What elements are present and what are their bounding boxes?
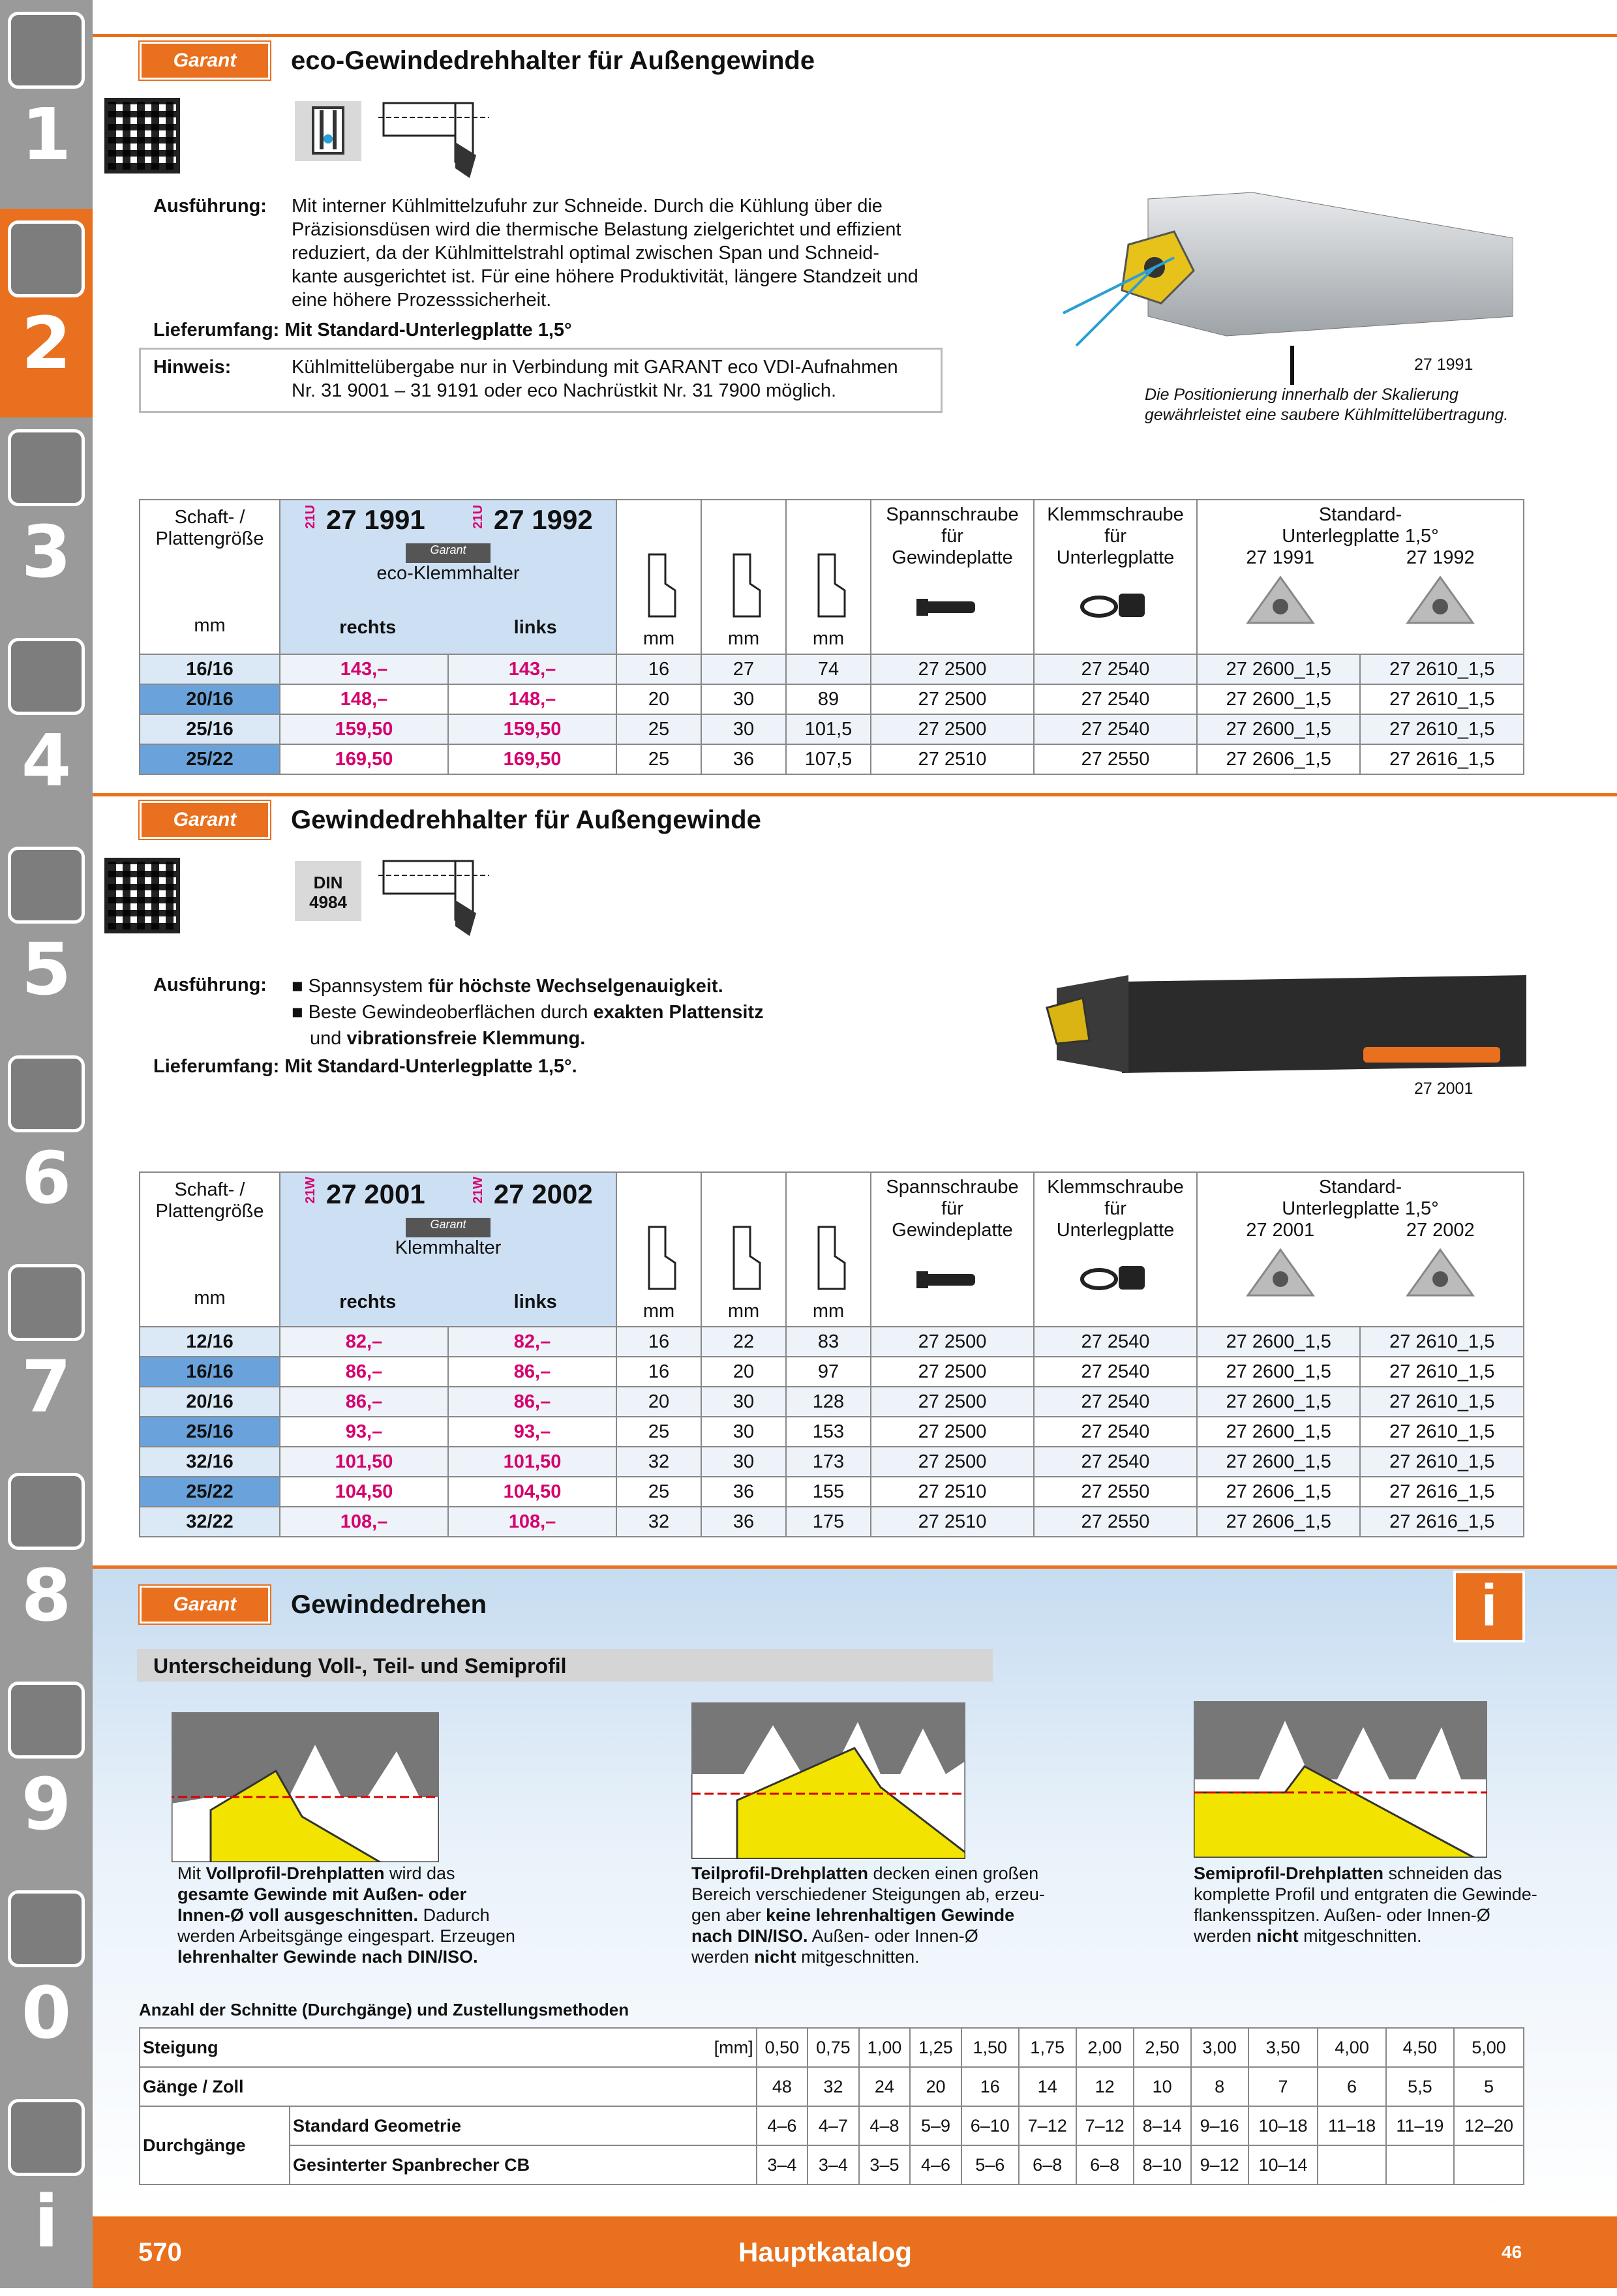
table-cell: 16/16 [140,654,280,684]
table-cell: 27 2540 [1034,1417,1197,1447]
table-cell: 32 [616,1447,701,1477]
table-cell: 4–6 [910,2145,961,2184]
teilprofil-diagram [691,1702,965,1859]
table-cell: 169,50 [280,744,448,774]
table-cell: 97 [786,1357,871,1387]
table-cell: 16 [616,1327,701,1357]
table-cell: 6 [1318,2067,1385,2106]
table-cell: 27 2500 [871,1447,1034,1477]
chapter-number: 4 [21,719,72,802]
clamp-screw-icon [1080,588,1151,621]
table-cell: 32/22 [140,1507,280,1537]
section-divider [93,34,1617,37]
table-cell: 9–16 [1191,2106,1248,2145]
table-cell: 3,50 [1248,2028,1318,2067]
table-row [140,1507,1524,1537]
section3-title: Gewindedrehen [291,1590,487,1619]
section3-subtitle: Unterscheidung Voll-, Teil- und Semiprofil [137,1649,993,1682]
chapter-number: 6 [21,1136,72,1220]
table-cell: 20/16 [140,1387,280,1417]
table-cell: 27 2600_1,5 [1197,1387,1360,1417]
product-table-2: Schaft- / Plattengröße mm 21W 27 2001 21W 27 2002 Garant Klemmhalter rechts links mm mm mm Spannschraube für Gewindeplatte Klemmschraube für Unterlegplatte Standard- Unterlegplatte 1,5° 27 2001 27 2002 12/16 82,– 82,– 16 22 83 27 2500 27 2540 27 2600_1,5 27 2610_1,5 16/16 86,– 86,– 16 20 97 27 2500 27 2540 27 2600_1,5 27 2610_1,5 20/16 86,– 86,– 20 30 128 27 2500 27 2540 27 2600_1,5 27 2610_1,5 25/16 93,– 93,– 25 30 153 27 2500 27 2540 27 2600_1,5 27 2610_1,5 32/16 101,50 101,50 32 30 173 27 2500 27 2540 27 2600_1,5 27 2610_1,5 25/22 104,50 104,50 25 36 155 27 2510 27 2550 27 2606_1,5 27 2616_1,5 32/22 108,– 108,– 32 36 175 27 2510 27 2550 27 2606_1,5 27 2616_1,5 [139,1171,1524,1537]
hinweis-label: Hinweis: [153,357,232,378]
table-cell: 27 2600_1,5 [1197,714,1360,744]
table-row [140,714,1524,744]
lieferumfang: Lieferumfang: Mit Standard-Unterlegplatte 1,5°. [153,1056,577,1077]
table-cell: 7–12 [1019,2106,1076,2145]
table-cell: 10–14 [1248,2145,1318,2184]
insert-icon [8,220,85,297]
table-cell: 27 2610_1,5 [1360,1387,1524,1417]
table-cell: 27 2610_1,5 [1360,654,1524,684]
table-cell: 101,50 [280,1447,448,1477]
chapter-tab-0[interactable] [0,1879,93,2087]
table-cell: 25 [616,1417,701,1447]
qr-code [104,858,180,933]
chapter-number: 8 [21,1554,72,1637]
table-cell: 25/22 [140,1477,280,1507]
table-cell: 27 2500 [871,1357,1034,1387]
table-cell: 27 2616_1,5 [1360,1507,1524,1537]
table-cell: 3,00 [1191,2028,1248,2067]
table-cell: 27 2550 [1034,744,1197,774]
table-cell [1318,2145,1385,2184]
section-divider [93,1565,1617,1569]
table-cell: 14 [1019,2067,1076,2106]
table-cell: 6–8 [1019,2145,1076,2184]
ausfuehrung-label: Ausführung: [153,196,267,217]
table-cell: 25/22 [140,744,280,774]
table-cell: 20 [701,1357,786,1387]
ausfuehrung-bullets: ■ Spannsystem für höchste Wechselgenauigkeit. ■ Beste Gewindeoberflächen durch exakten Plattensitz und vibrationsfreie Klemmung. [292,976,764,1049]
table-cell: 93,– [448,1417,616,1447]
section3-header [93,1582,1617,1627]
table-cell: 7 [1248,2067,1318,2106]
garant-logo: Garant [140,1586,270,1624]
table-cell: 27 2610_1,5 [1360,684,1524,714]
table-cell: 2,50 [1134,2028,1191,2067]
table-cell: 5 [1454,2067,1524,2106]
table-cell: 20 [910,2067,961,2106]
table-cell: 27 2606_1,5 [1197,1477,1360,1507]
garant-logo: Garant [140,42,270,80]
table-cell: 27 2610_1,5 [1360,1447,1524,1477]
table-cell: 25/16 [140,1417,280,1447]
table-cell: 27 2500 [871,684,1034,714]
chapter-number: 0 [21,1971,72,2055]
table-cell: 27 2540 [1034,1447,1197,1477]
chapter-number: 1 [21,93,72,176]
table-cell: 36 [701,1507,786,1537]
table-row [140,684,1524,714]
table-cell: 5–9 [910,2106,961,2145]
semiprofil-caption: Semiprofil-Drehplatten schneiden das komplette Profil und entgraten die Gewinde- flankensspitzen. Außen- oder Innen-Ø werden nicht mitgeschnitten. [1194,1864,1537,1946]
table-cell: 86,– [280,1357,448,1387]
table-cell: 27 2540 [1034,1357,1197,1387]
table-cell: 82,– [280,1327,448,1357]
table-cell: 148,– [448,684,616,714]
image2-label: 27 2001 [1414,1080,1473,1098]
table-cell: 27 2500 [871,1327,1034,1357]
table-cell: 27 2500 [871,714,1034,744]
table-cell: 12/16 [140,1327,280,1357]
semiprofil-diagram [1194,1701,1487,1858]
table-cell: 27 2606_1,5 [1197,1507,1360,1537]
table-cell: 27 2540 [1034,684,1197,714]
table-cell: 27 2600_1,5 [1197,1357,1360,1387]
clamp-screw-icon [1080,1261,1151,1293]
table-cell: 86,– [448,1387,616,1417]
table-cell: 27 2610_1,5 [1360,714,1524,744]
table-cell: 36 [701,744,786,774]
table-cell: 20/16 [140,684,280,714]
chapter-tab-6[interactable] [0,1044,93,1252]
chapter-tab-1[interactable] [0,0,93,209]
cabinet-icon [8,1682,85,1759]
table-cell: 8–10 [1134,2145,1191,2184]
table-cell: 153 [786,1417,871,1447]
table-cell: 11–18 [1318,2106,1385,2145]
table-cell: 48 [757,2067,808,2106]
wrench-icon [8,1055,85,1132]
table-cell: 30 [701,1447,786,1477]
info-icon: i [1453,1571,1525,1642]
chapter-tab-8[interactable] [0,1461,93,1670]
table-cell: 16 [616,654,701,684]
shim-plate-icon [1245,574,1316,626]
table-cell: 5,5 [1386,2067,1454,2106]
table-cell: 83 [786,1327,871,1357]
shim-plate-icon [1404,574,1476,626]
table-cell: 4–7 [808,2106,859,2145]
holder-drawing-icon [378,97,489,188]
shim-plate-icon [1245,1246,1316,1299]
table-row [140,654,1524,684]
chapter-number: 7 [21,1345,72,1428]
vollprofil-caption: Mit Vollprofil-Drehplatten wird das gesamte Gewinde mit Außen- oder Innen-Ø voll ausgeschnitten. Dadurch werden Arbeitsgänge eingespart. Erzeugen lehrenhalter Gewinde nach DIN/ISO. [177,1864,515,1967]
page-footer [93,2216,1617,2288]
table-cell: 27 2610_1,5 [1360,1357,1524,1387]
chapter-number: 9 [21,1762,72,1846]
table-cell: 16 [961,2067,1019,2106]
table-cell: 27 2540 [1034,654,1197,684]
chapter-tab-i[interactable] [0,2087,93,2296]
table-cell: 24 [859,2067,911,2106]
table-cell: 27 2600_1,5 [1197,654,1360,684]
pliers-icon [8,1264,85,1341]
coolant-icon [295,101,361,161]
table-cell: 1,50 [961,2028,1019,2067]
table-cell: 1,00 [859,2028,911,2067]
table-cell: 36 [701,1477,786,1507]
table-cell: 27 2540 [1034,1327,1197,1357]
product-image-holder [1044,962,1539,1080]
chapter-number: 5 [21,928,72,1011]
teilprofil-caption: Teilprofil-Drehplatten decken einen großen Bereich verschiedener Steigungen ab, erzeu- gen aber keine lehrenhaltigen Gewinde nach DIN/ISO. Außen- oder Innen-Ø werden nicht mitgeschnitten. [691,1864,1045,1967]
cuts-table-title: Anzahl der Schnitte (Durchgänge) und Zustellungsmethoden [139,2000,629,2019]
table-row [140,744,1524,774]
table-cell: 175 [786,1507,871,1537]
table-cell: 0,75 [808,2028,859,2067]
table-cell: 27 2600_1,5 [1197,1447,1360,1477]
chapter-tab-2[interactable] [0,209,93,417]
table-cell: 27 2600_1,5 [1197,1417,1360,1447]
table-cell: 30 [701,714,786,744]
table-cell: 104,50 [280,1477,448,1507]
table-cell: 27 2550 [1034,1507,1197,1537]
table-cell: 27 2540 [1034,714,1197,744]
table-cell [1454,2145,1524,2184]
table-cell: 74 [786,654,871,684]
table-cell: 93,– [280,1417,448,1447]
table-cell: 27 2540 [1034,1387,1197,1417]
table-row [140,1357,1524,1387]
table-cell: 25/16 [140,714,280,744]
table-cell: 10–18 [1248,2106,1318,2145]
page-number: 570 [138,2237,182,2267]
screw-icon [916,595,988,621]
table-cell: 104,50 [448,1477,616,1507]
chapter-tab-7[interactable] [0,1252,93,1461]
info-icon [8,2099,85,2176]
product-table-1: Schaft- / Plattengröße mm 21U 27 1991 21U 27 1992 Garant eco-Klemmhalter rechts links mm mm mm Spannschraube für Gewindeplatte Klemmschraube für Unterlegplatte Standard- Unterlegplatte 1,5° 27 1991 27 1992 16/16 143,– 143,– 16 27 74 27 2500 27 2540 27 2600_1,5 27 2610_1,5 20/16 148,– 148,– 20 30 89 27 2500 27 2540 27 2600_1,5 27 2610_1,5 25/16 159,50 159,50 25 30 101,5 27 2500 27 2540 27 2600_1,5 27 2610_1,5 25/22 169,50 169,50 25 36 107,5 27 2510 27 2550 27 2606_1,5 27 2616_1,5 [139,499,1524,775]
table-cell: 16 [616,1357,701,1387]
table-cell: 32/16 [140,1447,280,1477]
table-cell: 159,50 [280,714,448,744]
table-cell: 32 [808,2067,859,2106]
chapter-sidebar [0,0,93,2288]
lieferumfang: Lieferumfang: Mit Standard-Unterlegplatte 1,5° [153,320,572,340]
saw-icon [8,847,85,924]
chapter-tab-9[interactable] [0,1670,93,1879]
table-cell: 27 2600_1,5 [1197,1327,1360,1357]
table-cell: 86,– [280,1387,448,1417]
table-cell: 11–19 [1386,2106,1454,2145]
table-cell: 4,00 [1318,2028,1385,2067]
table-cell: 6–10 [961,2106,1019,2145]
safety-glasses-icon [8,1890,85,1967]
table-cell: 8 [1191,2067,1248,2106]
table-cell: 2,00 [1076,2028,1134,2067]
chuck-icon [8,429,85,506]
table-cell: 173 [786,1447,871,1477]
table-cell: 12 [1076,2067,1134,2106]
chapter-number: i [34,2180,59,2263]
ausfuehrung-text: Mit interner Kühlmittelzufuhr zur Schneide. Durch die Kühlung über die Präzisionsdüsen wird die thermische Belastung zielgerichtet und effizient reduziert, da der Kühlmittelstrahl optimal zwischen Span und Schneid- kante ausgerichtet ist. Für eine höhere Produktivität, längere Standzeit und eine höhere Prozesssicherheit. [292,196,918,310]
chapter-tab-4[interactable] [0,626,93,835]
table-cell: 101,5 [786,714,871,744]
table-cell: 30 [701,684,786,714]
table-cell: 20 [616,1387,701,1417]
cuts-table: Steigung [mm] 0,50 0,75 1,00 1,25 1,50 1,75 2,00 2,50 3,00 3,50 4,00 4,50 5,00 Gänge / Zoll 48 32 24 20 16 14 12 10 8 7 6 5,5 5 Durchgänge Standard Geometrie 4–6 4–7 4–8 5–9 6–10 7–12 7–12 8–14 9–16 10–18 11–18 11–19 12–20 Gesinterter Spanbrecher CB 3–4 3–4 3–5 4–6 5–6 6–8 6–8 8–10 9–12 10–14 [139,2027,1524,2185]
table-cell: 27 2510 [871,744,1034,774]
table-cell: 27 2606_1,5 [1197,744,1360,774]
table-row [140,1477,1524,1507]
section1-header [93,38,1617,83]
table-cell: 1,25 [910,2028,961,2067]
table-row [140,1327,1524,1357]
catalog-name: Hauptkatalog [738,2237,913,2267]
table-cell: 6–8 [1076,2145,1134,2184]
section2-title: Gewindedrehhalter für Außengewinde [291,805,761,834]
drill-icon [8,12,85,89]
table-cell: 3–4 [808,2145,859,2184]
table-cell: 27 [701,654,786,684]
table-cell: 0,50 [757,2028,808,2067]
table-cell: 27 2610_1,5 [1360,1327,1524,1357]
chapter-number: 3 [21,510,72,594]
table-cell: 86,– [448,1357,616,1387]
table-cell: 32 [616,1507,701,1537]
vollprofil-diagram [172,1712,439,1862]
din-badge: DIN 4984 [295,861,361,921]
table-cell: 16/16 [140,1357,280,1387]
table-row [140,1417,1524,1447]
table-cell: 10 [1134,2067,1191,2106]
table-cell: 27 2600_1,5 [1197,684,1360,714]
table-cell [1386,2145,1454,2184]
table-cell: 25 [616,744,701,774]
table-cell: 30 [701,1417,786,1447]
table-cell: 22 [701,1327,786,1357]
table-cell: 143,– [280,654,448,684]
section-divider [93,793,1617,796]
image1-caption: Die Positionierung innerhalb der Skalierung gewährleistet eine saubere Kühlmittelübertragung. [1145,385,1509,424]
chapter-number: 2 [21,301,72,385]
table-cell: 128 [786,1387,871,1417]
table-cell: 20 [616,684,701,714]
table-cell: 27 2500 [871,654,1034,684]
table-cell: 3–4 [757,2145,808,2184]
table-cell: 30 [701,1387,786,1417]
table-cell: 5,00 [1454,2028,1524,2067]
table-cell: 89 [786,684,871,714]
table-cell: 4–8 [859,2106,911,2145]
ausfuehrung-label: Ausführung: [153,974,267,995]
table-cell: 27 2510 [871,1507,1034,1537]
table-cell: 27 2616_1,5 [1360,744,1524,774]
product-image-eco-holder [1057,186,1513,355]
shim-plate-icon [1404,1246,1476,1299]
table-cell: 1,75 [1019,2028,1076,2067]
section1-title: eco-Gewindedrehhalter für Außengewinde [291,46,815,75]
table-cell: 8–14 [1134,2106,1191,2145]
table-cell: 159,50 [448,714,616,744]
table-cell: 27 2500 [871,1387,1034,1417]
table-cell: 12–20 [1454,2106,1524,2145]
table-cell: 82,– [448,1327,616,1357]
qr-code [104,98,180,174]
chapter-tab-3[interactable] [0,417,93,626]
table-cell: 9–12 [1191,2145,1248,2184]
table-cell: 27 2510 [871,1477,1034,1507]
chapter-tab-5[interactable] [0,835,93,1044]
table-cell: 101,50 [448,1447,616,1477]
screw-icon [916,1267,988,1293]
holder-drawing-icon [378,854,489,946]
table-cell: 27 2500 [871,1417,1034,1447]
table-cell: 27 2616_1,5 [1360,1477,1524,1507]
table-cell: 25 [616,1477,701,1507]
table-cell: 25 [616,714,701,744]
garant-logo: Garant [140,801,270,839]
table-cell: 5–6 [961,2145,1019,2184]
table-cell: 27 2610_1,5 [1360,1417,1524,1447]
table-cell: 4,50 [1386,2028,1454,2067]
table-cell: 143,– [448,654,616,684]
section2-header [93,797,1617,843]
hinweis-text: Kühlmittelübergabe nur in Verbindung mit GARANT eco VDI-Aufnahmen Nr. 31 9001 – 31 9191 oder eco Nachrüstkit Nr. 31 7900 möglich. [292,357,898,401]
table-cell: 3–5 [859,2145,911,2184]
table-cell: 4–6 [757,2106,808,2145]
caliper-icon [8,638,85,715]
toolbox-icon [8,1473,85,1550]
table-cell: 107,5 [786,744,871,774]
table-cell: 155 [786,1477,871,1507]
table-cell: 148,– [280,684,448,714]
table-cell: 169,50 [448,744,616,774]
table-cell: 7–12 [1076,2106,1134,2145]
footer-right-number: 46 [1502,2242,1522,2262]
table-cell: 108,– [448,1507,616,1537]
table-cell: 27 2550 [1034,1477,1197,1507]
table-row [140,1447,1524,1477]
table-cell: 108,– [280,1507,448,1537]
pointer-arrow [1290,346,1294,385]
table-row [140,1387,1524,1417]
image1-label: 27 1991 [1414,355,1473,374]
